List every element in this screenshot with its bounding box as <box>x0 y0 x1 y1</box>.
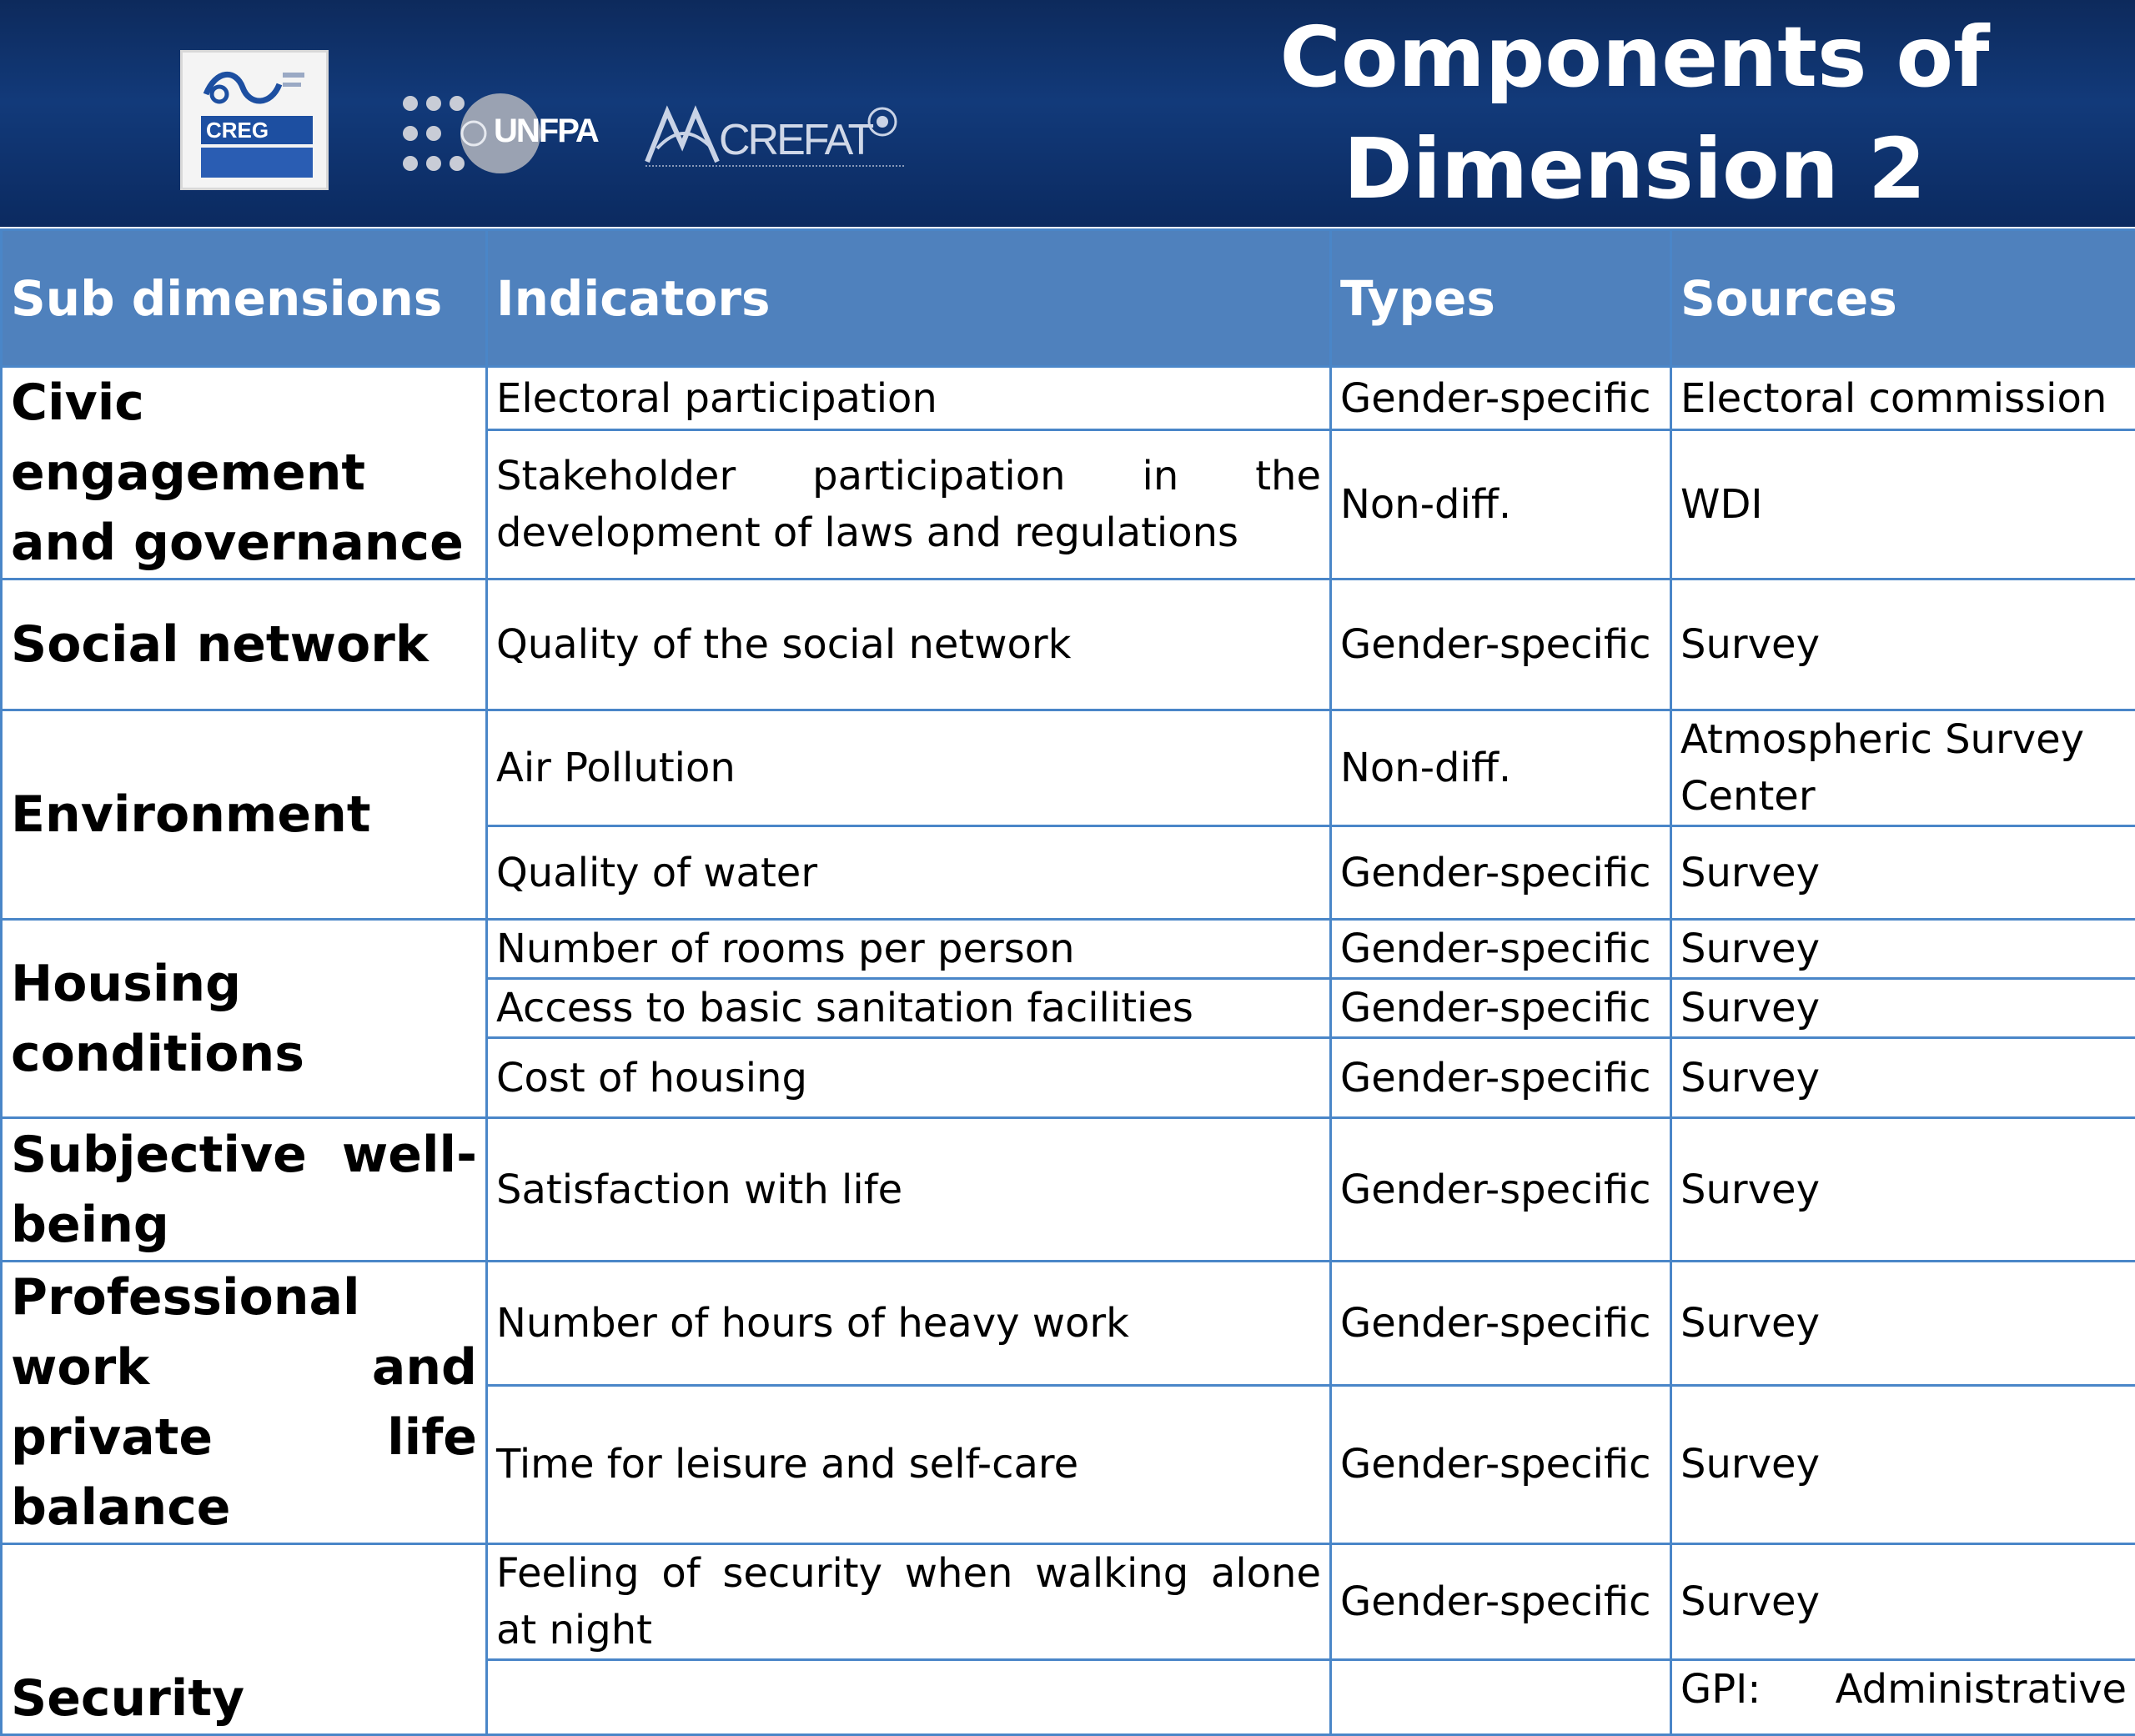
page-title <box>1234 0 2035 227</box>
type-cell: Gender-specific <box>1331 1038 1671 1118</box>
column-header-types: Types <box>1331 230 1671 367</box>
title-line-2: Dimension 2 <box>1344 113 1927 225</box>
type-cell: Non-diff. <box>1331 430 1671 580</box>
indicator-cell: Access to basic sanitation facilities <box>487 979 1331 1038</box>
indicator-cell: Time for leisure and self-care <box>487 1385 1331 1543</box>
indicator-cell: Number of rooms per person <box>487 920 1331 979</box>
components-table <box>0 228 2135 1736</box>
source-cell: Atmospheric Survey Center <box>1671 710 2135 826</box>
source-cell: Survey <box>1671 826 2135 920</box>
table-header-row <box>2 230 2135 367</box>
unfpa-logo-text: UNFPA <box>494 113 598 150</box>
source-cell: Survey <box>1671 1262 2135 1386</box>
indicator-cell: Satisfaction with life <box>487 1118 1331 1262</box>
type-cell: Gender-specific <box>1331 367 1671 430</box>
indicator-cell: Quality of the social network <box>487 580 1331 710</box>
crefat-tagline <box>646 165 904 172</box>
sub-dimension-cell: Social network <box>2 580 487 710</box>
type-cell: Gender-specific <box>1331 580 1671 710</box>
type-cell: Gender-specific <box>1331 1262 1671 1386</box>
sub-dimension-cell: Professional work and private life balance <box>2 1262 487 1544</box>
type-cell <box>1331 1660 1671 1735</box>
sub-dimension-cell: Subjective well-being <box>2 1118 487 1262</box>
column-header-sources: Sources <box>1671 230 2135 367</box>
type-cell: Gender-specific <box>1331 920 1671 979</box>
crefat-logo-text: CREFAT <box>719 115 872 165</box>
title-line-1: Components of <box>1279 2 1989 113</box>
source-cell: Electoral commission <box>1671 367 2135 430</box>
unfpa-logo <box>400 92 575 175</box>
creg-swirl-icon <box>199 66 308 109</box>
creg-logo-text: CREG <box>201 116 313 144</box>
table-row <box>2 710 2135 826</box>
indicator-cell: Air Pollution <box>487 710 1331 826</box>
type-cell: Non-diff. <box>1331 710 1671 826</box>
table-row <box>2 920 2135 979</box>
table-row <box>2 580 2135 710</box>
indicator-cell <box>487 1660 1331 1735</box>
creg-logo-band <box>201 148 313 178</box>
column-header-sub-dimensions: Sub dimensions <box>2 230 487 367</box>
indicator-cell: Quality of water <box>487 826 1331 920</box>
type-cell: Gender-specific <box>1331 1544 1671 1660</box>
indicator-cell: Stakeholder participation in the development of laws and regulations <box>487 430 1331 580</box>
source-cell: Survey <box>1671 1544 2135 1660</box>
source-cell: GPI: Administrative <box>1671 1660 2135 1735</box>
sub-dimension-cell: Security <box>2 1544 487 1735</box>
crefat-logo <box>642 98 909 182</box>
type-cell: Gender-specific <box>1331 826 1671 920</box>
type-cell: Gender-specific <box>1331 1385 1671 1543</box>
source-cell: Survey <box>1671 920 2135 979</box>
sub-dimension-cell: Civic engagement and governance <box>2 367 487 580</box>
source-cell: WDI <box>1671 430 2135 580</box>
source-cell: Survey <box>1671 1118 2135 1262</box>
table-row <box>2 1544 2135 1660</box>
indicator-cell: Electoral participation <box>487 367 1331 430</box>
type-cell: Gender-specific <box>1331 979 1671 1038</box>
type-cell: Gender-specific <box>1331 1118 1671 1262</box>
column-header-indicators: Indicators <box>487 230 1331 367</box>
source-cell: Survey <box>1671 1038 2135 1118</box>
crefat-seal-icon <box>866 105 899 138</box>
creg-logo <box>180 50 329 190</box>
source-cell: Survey <box>1671 979 2135 1038</box>
table-row <box>2 1262 2135 1386</box>
table-row <box>2 1118 2135 1262</box>
sub-dimension-cell: Housing conditions <box>2 920 487 1118</box>
indicator-cell: Number of hours of heavy work <box>487 1262 1331 1386</box>
sub-dimension-cell: Environment <box>2 710 487 920</box>
indicator-cell: Feeling of security when walking alone at night <box>487 1544 1331 1660</box>
table-row <box>2 367 2135 430</box>
source-cell: Survey <box>1671 580 2135 710</box>
source-cell: Survey <box>1671 1385 2135 1543</box>
header-banner <box>0 0 2135 227</box>
indicator-cell: Cost of housing <box>487 1038 1331 1118</box>
crefat-mark-icon <box>642 103 726 170</box>
